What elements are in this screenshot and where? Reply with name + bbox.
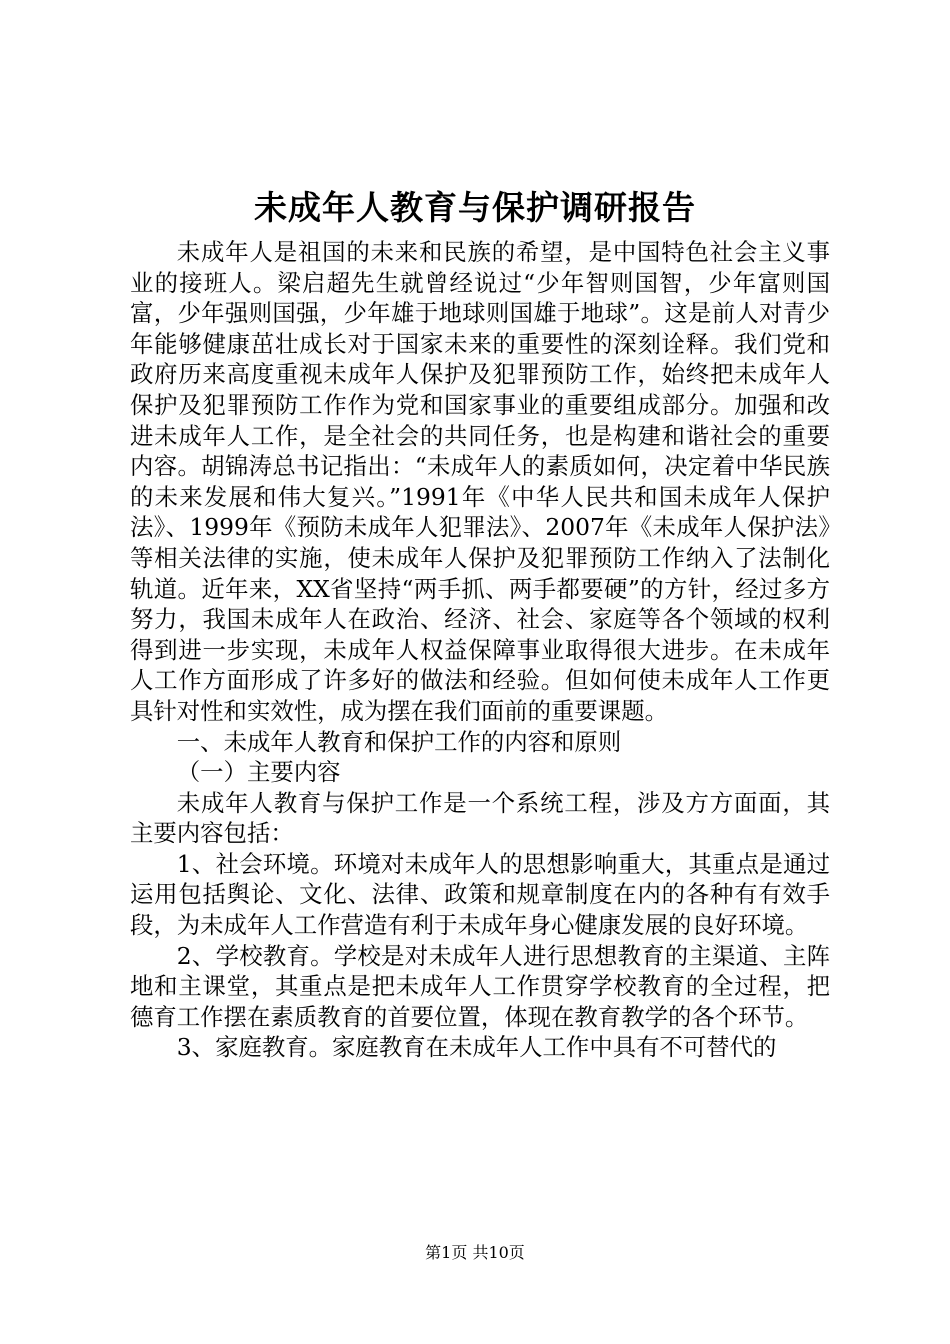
paragraph-social-environment: 1、社会环境。环境对未成年人的思想影响重大，其重点是通过运用包括舆论、文化、法律、政策和规章制度在内的各种有有效手段，为未成年人工作营造有利于未成年身心健康发展的良好环境。 bbox=[130, 849, 830, 940]
page-footer: 第1页 共10页 bbox=[425, 1243, 525, 1262]
paragraph-intro: 未成年人是祖国的未来和民族的希望，是中国特色社会主义事业的接班人。梁启超先生就曾经说过“少年智则国智，少年富则国富，少年强则国强，少年雄于地球则国雄于地球”。这是前人对青少年能够健康茁壮成长对于国家未来的重要性的深刻诠释。我们党和政府历来高度重视未成年人保护及犯罪预防工作，始终把未成年人保护及犯罪预防工作作为党和国家事业的重要组成部分。加强和改进未成年人工作，是全社会的共同任务，也是构建和谐社会的重要内容。胡锦涛总书记指出：“未成年人的素质如何，决定着中华民族的未来发展和伟大复兴。”1991年《中华人民共和国未成年人保护法》、1999年《预防未成年人犯罪法》、2007年《未成年人保护法》等相关法律的实施，使未成年人保护及犯罪预防工作纳入了法制化轨道。近年来，XX省坚持“两手抓、两手都要硬”的方针，经过多方努力，我国未成年人在政治、经济、社会、家庭等各个领域的权利得到进一步实现，未成年人权益保障事业取得很大进步。在未成年人工作方面形成了许多好的做法和经验。但如何使未成年人工作更具针对性和实效性，成为摆在我们面前的重要课题。 bbox=[130, 238, 830, 725]
paragraph-family-education: 3、家庭教育。家庭教育在未成年人工作中具有不可替代的 bbox=[176, 1033, 777, 1062]
document-title: 未成年人教育与保护调研报告 bbox=[254, 188, 696, 227]
document-body bbox=[130, 237, 830, 1063]
paragraph-overview: 未成年人教育与保护工作是一个系统工程，涉及方方面面，其主要内容包括： bbox=[130, 788, 830, 848]
section-heading-1: 一、未成年人教育和保护工作的内容和原则 bbox=[176, 727, 622, 756]
subsection-heading-1: （一）主要内容 bbox=[176, 758, 341, 787]
paragraph-school-education: 2、学校教育。学校是对未成年人进行思想教育的主渠道、主阵地和主课堂，其重点是把未成年人工作贯穿学校教育的全过程，把德育工作摆在素质教育的首要位置，体现在教育教学的各个环节。 bbox=[130, 941, 830, 1031]
